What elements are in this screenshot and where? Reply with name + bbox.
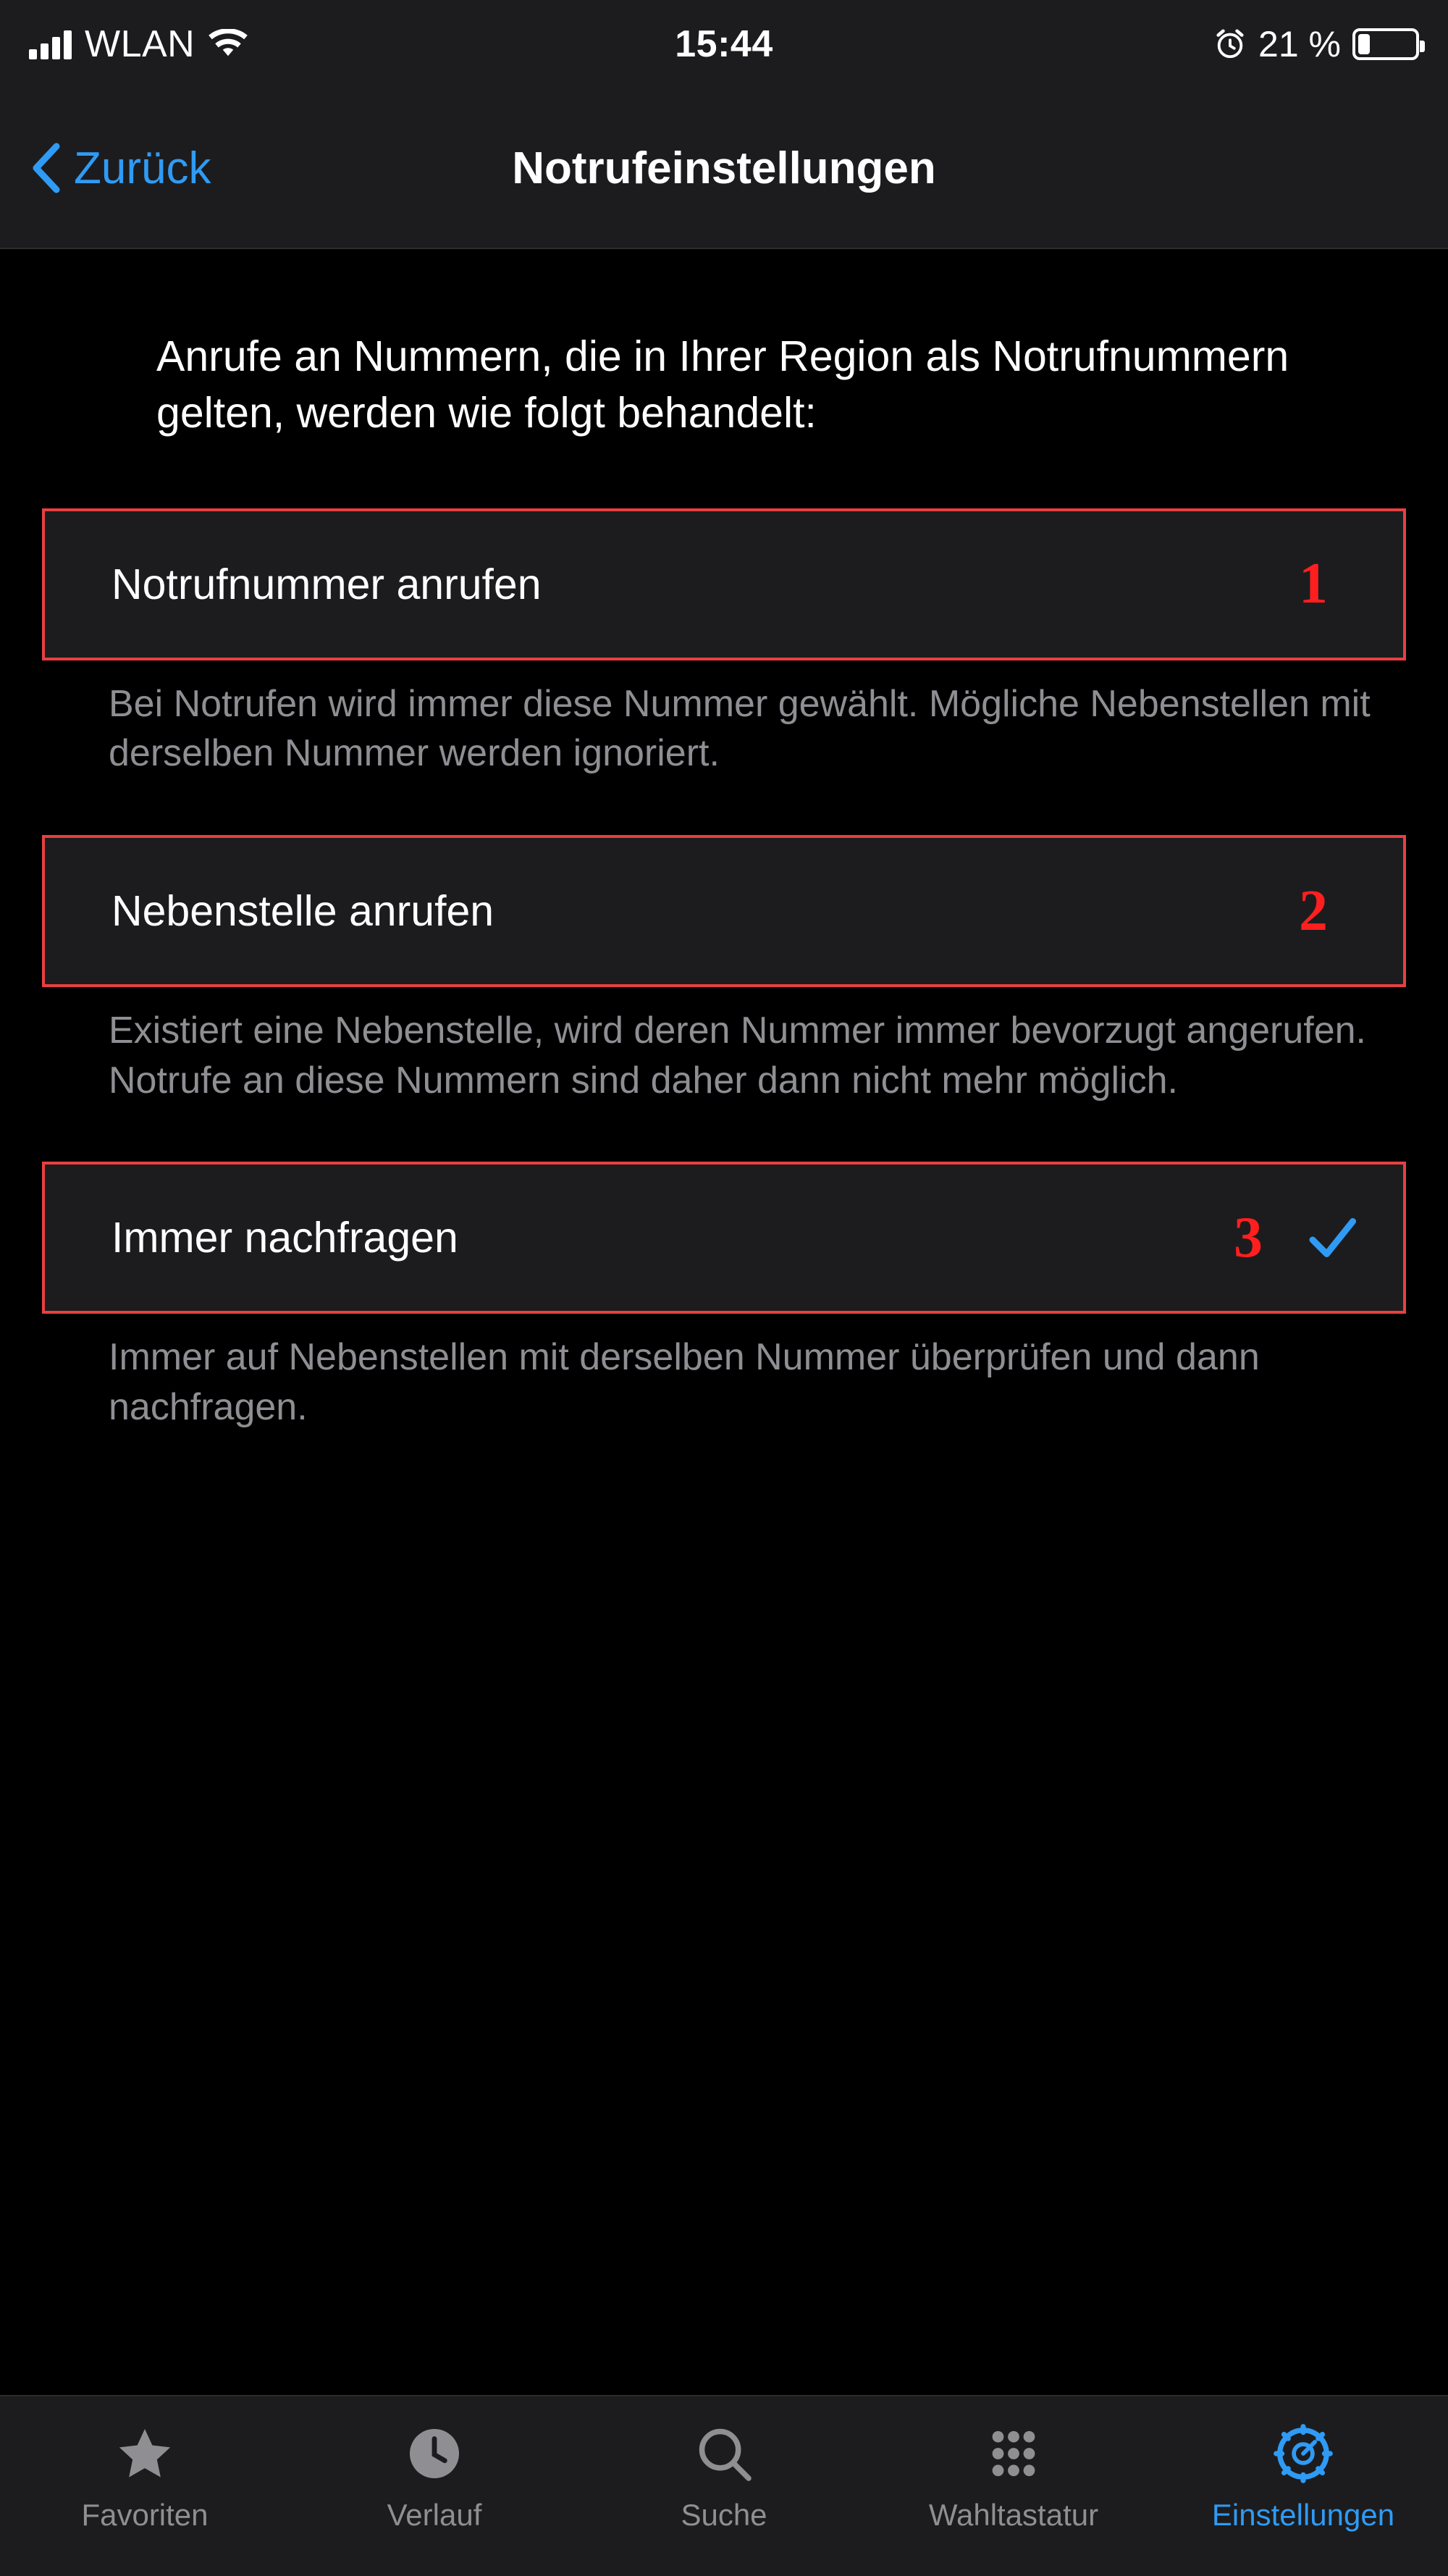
tab-suche[interactable] xyxy=(579,2422,869,2533)
carrier-label: WLAN xyxy=(85,23,195,65)
annotation-marker-3: 3 xyxy=(1234,1205,1263,1270)
option-description-3: Immer auf Nebenstellen mit derselben Nummer überprüfen und dann nachfragen. xyxy=(109,1336,1260,1428)
annotation-marker-1: 1 xyxy=(1299,552,1328,616)
tab-verlauf[interactable] xyxy=(290,2422,579,2533)
tab-label: Einstellungen xyxy=(1211,2498,1395,2532)
option-group-1 xyxy=(42,508,1406,779)
tab-label: Wahltastatur xyxy=(928,2498,1099,2532)
option-description-2: Existiert eine Nebenstelle, wird deren Nummer immer bevorzugt angerufen. Notrufe an diese Nummern sind daher dann nicht mehr möglich. xyxy=(109,1010,1366,1102)
status-bar xyxy=(0,0,1448,88)
navigation-bar xyxy=(0,88,1448,249)
back-button[interactable] xyxy=(29,142,211,194)
chevron-left-icon xyxy=(29,142,61,194)
search-icon xyxy=(693,2422,755,2485)
tab-label: Favoriten xyxy=(81,2498,209,2532)
option-group-2 xyxy=(42,835,1406,1105)
option-label: Immer nachfragen xyxy=(111,1214,458,1262)
tab-label: Verlauf xyxy=(387,2498,482,2532)
wifi-icon xyxy=(208,29,248,59)
page-title: Notrufeinstellungen xyxy=(512,143,936,193)
option-label: Nebenstelle anrufen xyxy=(111,887,494,935)
option-row-nebenstelle-anrufen[interactable] xyxy=(42,835,1406,987)
alarm-clock-icon xyxy=(1213,28,1247,61)
tab-wahltastatur[interactable] xyxy=(869,2422,1158,2533)
back-button-label: Zurück xyxy=(74,143,211,193)
battery-icon xyxy=(1352,28,1419,60)
checkmark-icon xyxy=(1306,1212,1371,1264)
tab-bar xyxy=(0,2395,1448,2576)
option-label: Notrufnummer anrufen xyxy=(111,560,542,608)
tab-label: Suche xyxy=(681,2498,767,2532)
option-description-1: Bei Notrufen wird immer diese Nummer gewählt. Mögliche Nebenstellen mit derselben Nummer werden ignoriert. xyxy=(109,682,1371,775)
star-icon xyxy=(114,2422,176,2485)
cellular-signal-icon xyxy=(29,29,72,59)
status-bar-right xyxy=(1213,23,1419,65)
clock-icon xyxy=(403,2422,466,2485)
tab-einstellungen[interactable] xyxy=(1158,2422,1448,2533)
gear-icon xyxy=(1272,2422,1334,2485)
option-group-3 xyxy=(42,1162,1406,1432)
annotation-marker-2: 2 xyxy=(1299,878,1328,943)
tab-favoriten[interactable] xyxy=(0,2422,290,2533)
keypad-icon xyxy=(982,2422,1045,2485)
option-row-notrufnummer-anrufen[interactable] xyxy=(42,508,1406,660)
option-row-immer-nachfragen[interactable] xyxy=(42,1162,1406,1314)
intro-text: Anrufe an Nummern, die in Ihrer Region als Notrufnummern gelten, werden wie folgt behandelt: xyxy=(156,332,1289,437)
status-bar-time: 15:44 xyxy=(675,23,773,65)
battery-percent-label: 21 % xyxy=(1258,24,1341,64)
settings-content xyxy=(0,249,1448,2395)
status-bar-left xyxy=(29,22,248,66)
